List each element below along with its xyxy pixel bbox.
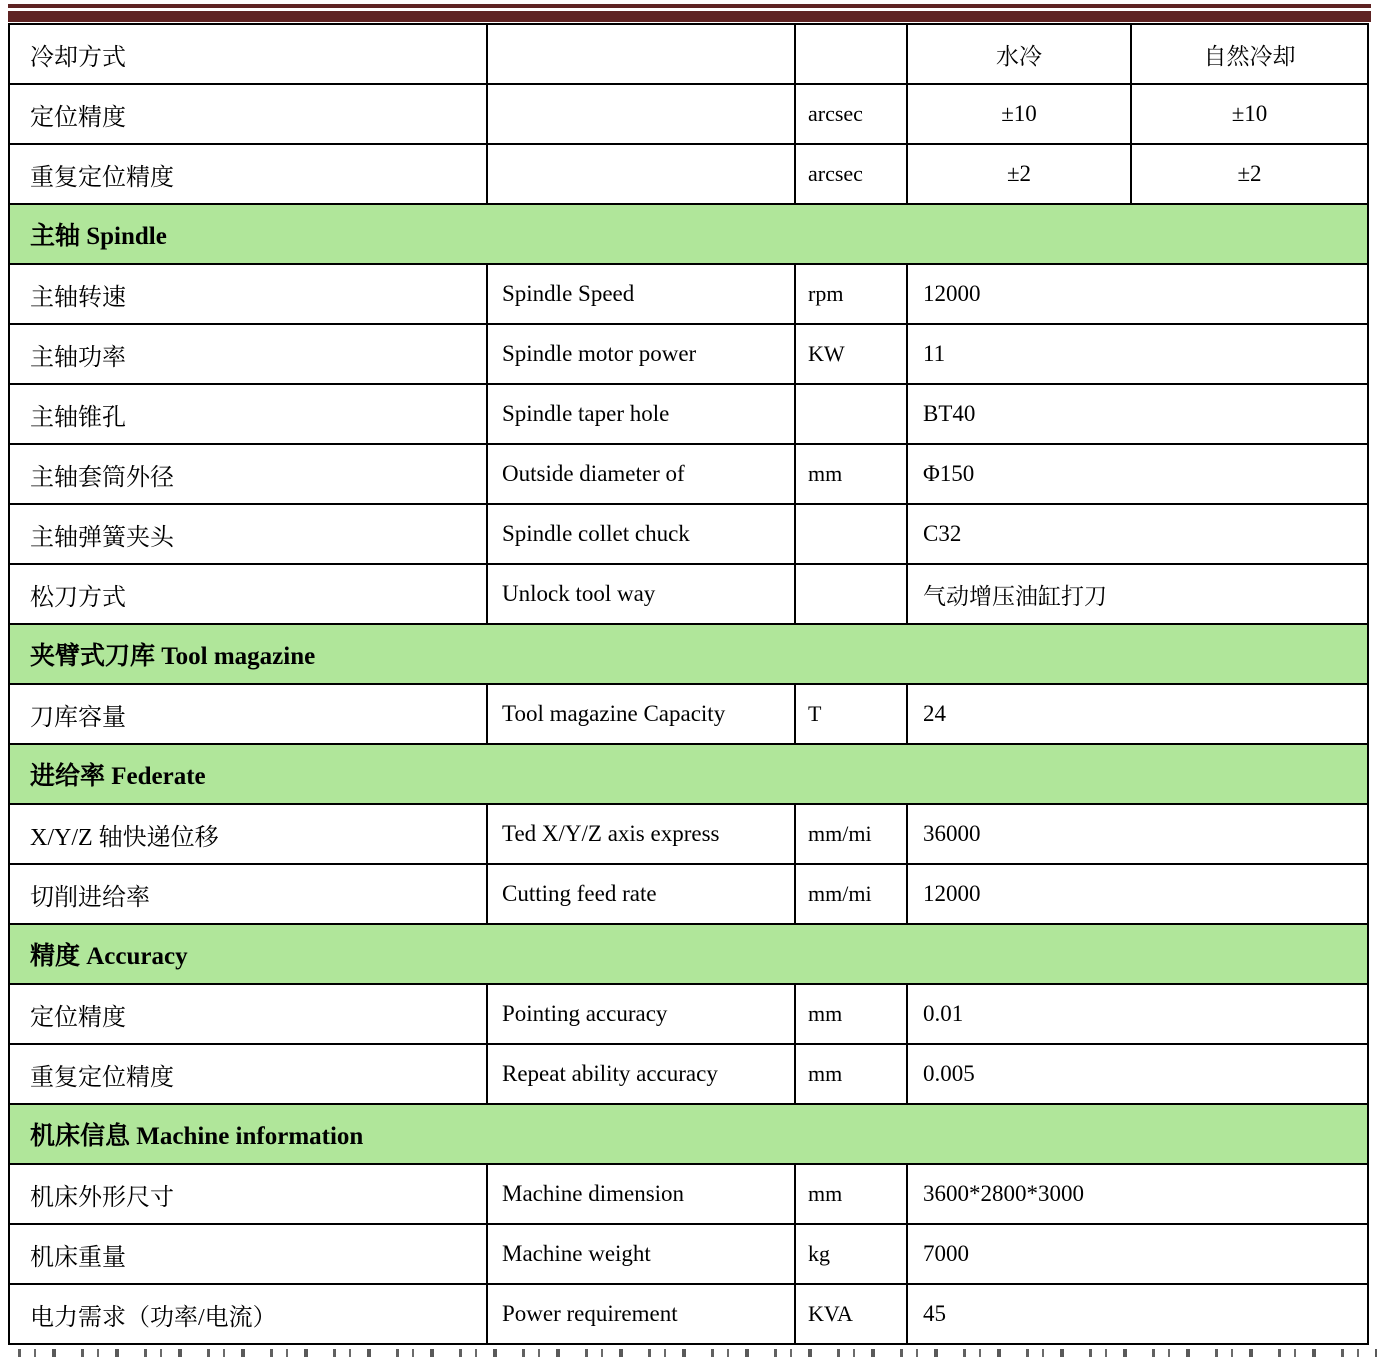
row-value-cell: 气动增压油缸打刀 bbox=[906, 565, 1367, 623]
row-english-cell: Outside diameter of bbox=[486, 445, 794, 503]
row-unit-cell bbox=[794, 505, 906, 563]
section-header-label: 夹臂式刀库 Tool magazine bbox=[30, 643, 316, 670]
row-value-cell: BT40 bbox=[906, 385, 1367, 443]
row-value-cell: 24 bbox=[906, 685, 1367, 743]
clipped-text-strip bbox=[0, 1349, 1377, 1357]
row-value-cell: Φ150 bbox=[906, 445, 1367, 503]
table-row bbox=[10, 1285, 1367, 1343]
table-row bbox=[10, 1045, 1367, 1105]
table-row bbox=[10, 565, 1367, 625]
section-header-label: 机床信息 Machine information bbox=[30, 1123, 364, 1150]
table-row bbox=[10, 145, 1367, 205]
row-value-cell: ±2 bbox=[906, 145, 1130, 203]
row-value-cell: 自然冷却 bbox=[1130, 25, 1367, 83]
row-english-cell: Power requirement bbox=[486, 1285, 794, 1343]
row-value-cell: ±10 bbox=[1130, 85, 1367, 143]
row-value-cell: 0.005 bbox=[906, 1045, 1367, 1103]
row-english-cell bbox=[486, 85, 794, 143]
row-english-cell: Spindle taper hole bbox=[486, 385, 794, 443]
table-row bbox=[10, 85, 1367, 145]
row-unit-cell: KVA bbox=[794, 1285, 906, 1343]
row-label-cell: 主轴锥孔 bbox=[30, 404, 126, 431]
table-row bbox=[10, 25, 1367, 85]
row-unit-cell: arcsec bbox=[794, 145, 906, 203]
row-english-cell: Tool magazine Capacity bbox=[486, 685, 794, 743]
table-row bbox=[10, 325, 1367, 385]
row-label-cell: 主轴弹簧夹头 bbox=[30, 524, 174, 551]
row-unit-cell: mm/mi bbox=[794, 805, 906, 863]
row-value-cell: C32 bbox=[906, 505, 1367, 563]
row-value-cell: 12000 bbox=[906, 865, 1367, 923]
top-accent-thick-bar bbox=[8, 11, 1371, 22]
row-unit-cell: T bbox=[794, 685, 906, 743]
row-unit-cell bbox=[794, 25, 906, 83]
row-value-cell: 36000 bbox=[906, 805, 1367, 863]
row-english-cell: Ted X/Y/Z axis express bbox=[486, 805, 794, 863]
row-english-cell: Spindle motor power bbox=[486, 325, 794, 383]
table-row bbox=[10, 805, 1367, 865]
row-english-cell bbox=[486, 25, 794, 83]
row-label-cell: 定位精度 bbox=[30, 104, 126, 131]
row-label-cell: 主轴功率 bbox=[30, 344, 126, 371]
row-unit-cell: mm bbox=[794, 445, 906, 503]
row-label-cell: 电力需求（功率/电流） bbox=[30, 1304, 277, 1331]
section-header-label: 主轴 Spindle bbox=[30, 223, 167, 250]
section-header-row bbox=[10, 745, 1367, 805]
row-english-cell: Repeat ability accuracy bbox=[486, 1045, 794, 1103]
row-english-cell: Pointing accuracy bbox=[486, 985, 794, 1043]
section-header-row bbox=[10, 925, 1367, 985]
row-label-cell: X/Y/Z 轴快递位移 bbox=[30, 824, 219, 851]
row-unit-cell: mm bbox=[794, 1045, 906, 1103]
section-header-row bbox=[10, 625, 1367, 685]
row-english-cell: Spindle Speed bbox=[486, 265, 794, 323]
table-row bbox=[10, 985, 1367, 1045]
machine-spec-table bbox=[8, 23, 1369, 1345]
table-row bbox=[10, 505, 1367, 565]
row-unit-cell bbox=[794, 565, 906, 623]
table-row bbox=[10, 445, 1367, 505]
row-unit-cell bbox=[794, 385, 906, 443]
row-english-cell: Spindle collet chuck bbox=[486, 505, 794, 563]
row-english-cell bbox=[486, 145, 794, 203]
section-header-row bbox=[10, 205, 1367, 265]
row-unit-cell: mm bbox=[794, 985, 906, 1043]
row-label-cell: 重复定位精度 bbox=[30, 164, 174, 191]
table-row bbox=[10, 1225, 1367, 1285]
table-row bbox=[10, 1165, 1367, 1225]
row-english-cell: Machine dimension bbox=[486, 1165, 794, 1223]
row-label-cell: 重复定位精度 bbox=[30, 1064, 174, 1091]
row-label-cell: 切削进给率 bbox=[30, 884, 150, 911]
row-label-cell: 机床外形尺寸 bbox=[30, 1184, 174, 1211]
row-english-cell: Machine weight bbox=[486, 1225, 794, 1283]
table-row bbox=[10, 865, 1367, 925]
top-accent-thin-line bbox=[8, 4, 1371, 8]
row-label-cell: 主轴套筒外径 bbox=[30, 464, 174, 491]
section-header-label: 精度 Accuracy bbox=[30, 943, 188, 970]
row-label-cell: 刀库容量 bbox=[30, 704, 126, 731]
row-unit-cell: mm bbox=[794, 1165, 906, 1223]
row-english-cell: Cutting feed rate bbox=[486, 865, 794, 923]
row-unit-cell: rpm bbox=[794, 265, 906, 323]
section-header-row bbox=[10, 1105, 1367, 1165]
row-value-cell: 45 bbox=[906, 1285, 1367, 1343]
row-value-cell: 水冷 bbox=[906, 25, 1130, 83]
row-unit-cell: arcsec bbox=[794, 85, 906, 143]
row-value-cell: 3600*2800*3000 bbox=[906, 1165, 1367, 1223]
row-english-cell: Unlock tool way bbox=[486, 565, 794, 623]
row-label-cell: 定位精度 bbox=[30, 1004, 126, 1031]
row-label-cell: 机床重量 bbox=[30, 1244, 126, 1271]
row-value-cell: 12000 bbox=[906, 265, 1367, 323]
row-unit-cell: KW bbox=[794, 325, 906, 383]
row-value-cell: 0.01 bbox=[906, 985, 1367, 1043]
row-label-cell: 冷却方式 bbox=[30, 44, 126, 71]
row-label-cell: 主轴转速 bbox=[30, 284, 126, 311]
row-value-cell: 7000 bbox=[906, 1225, 1367, 1283]
row-label-cell: 松刀方式 bbox=[30, 584, 126, 611]
table-row bbox=[10, 385, 1367, 445]
row-unit-cell: kg bbox=[794, 1225, 906, 1283]
table-row bbox=[10, 685, 1367, 745]
row-value-cell: 11 bbox=[906, 325, 1367, 383]
table-row bbox=[10, 265, 1367, 325]
section-header-label: 进给率 Federate bbox=[30, 763, 206, 790]
row-unit-cell: mm/mi bbox=[794, 865, 906, 923]
row-value-cell: ±10 bbox=[906, 85, 1130, 143]
row-value-cell: ±2 bbox=[1130, 145, 1367, 203]
